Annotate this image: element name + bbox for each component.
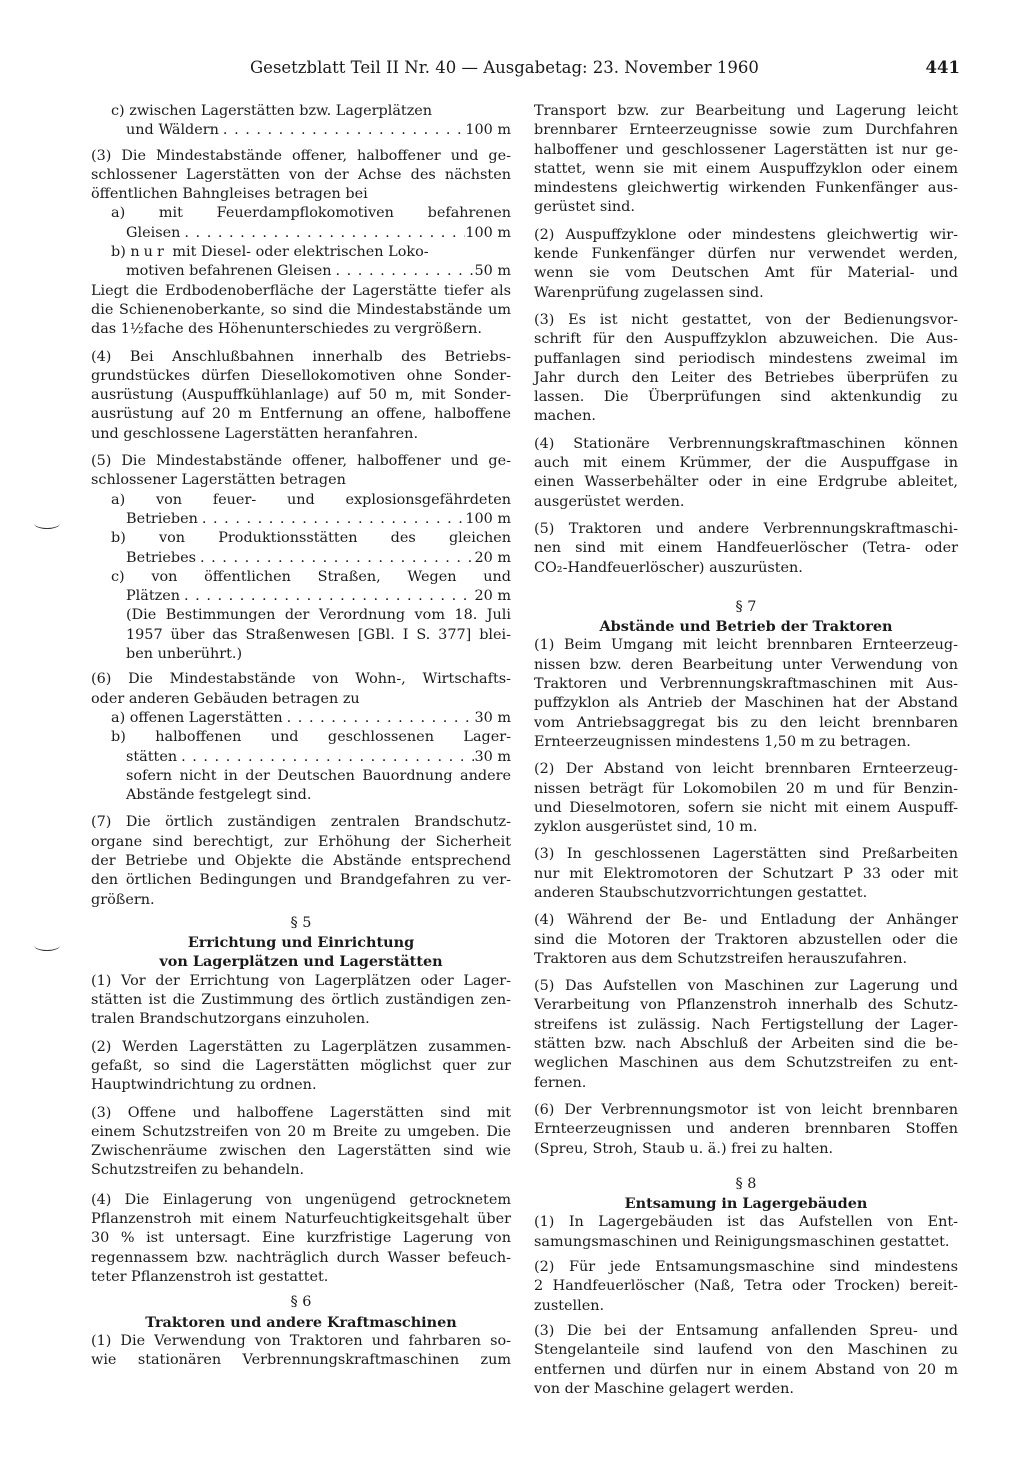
- text-line: nen sind mit einem Handfeuerlöscher (Tetra- oder: [534, 540, 958, 557]
- text-line: (4) Stationäre Verbrennungskraftmaschinen können: [534, 435, 958, 452]
- header-title: Gesetzblatt Teil II Nr. 40 — Ausgabetag: 23. November 1960: [250, 58, 759, 77]
- section-title: Traktoren und andere Kraftmaschinen: [145, 1313, 457, 1331]
- text-line: kende Funkenfänger dürfen nur verwendet werden,: [534, 246, 958, 263]
- text-line: organe sind berechtigt, zur Erhöhung der Sicherheit: [91, 833, 511, 850]
- text-line: nur mit Elektromotoren der Schutzart P 33 oder mit: [534, 865, 958, 882]
- text-line: 30 % ist untersagt. Eine kurzfristige Lagerung von: [91, 1230, 511, 1247]
- text-line: Traktoren aus dem Schutzstreifen herauszufahren.: [534, 950, 908, 967]
- distance-row: [91, 224, 511, 243]
- text-line: und Dieselmotoren, sofern sie nicht mit einem Auspuff-: [534, 799, 958, 816]
- text-line: c) zwischen Lagerstätten bzw. Lagerplätzen: [111, 103, 433, 119]
- distance-value: 20 m: [474, 549, 511, 566]
- text-line: und geschlossene Lagerstätten heranfahren.: [91, 425, 419, 442]
- text-line: Warenprüfung zugelassen sind.: [534, 284, 764, 301]
- distance-row: [91, 709, 511, 728]
- text-line: regennassem bzw. nachträglich durch Wasser befeuch-: [91, 1249, 511, 1266]
- text-line: größern.: [91, 891, 155, 908]
- distance-row: [91, 121, 511, 140]
- text-line: (1) Vor der Errichtung von Lagerplätzen oder Lager-: [91, 972, 511, 989]
- text-line: Zwischenräume zwischen den Lagerstätten sind wie: [91, 1143, 511, 1160]
- text-line: wie stationären Verbrennungskraftmaschinen zum: [91, 1352, 511, 1369]
- text-line: oder anderen Gebäuden betragen zu: [91, 690, 360, 707]
- distance-value: 30 m: [474, 709, 511, 726]
- distance-label: Gleisen: [126, 224, 181, 241]
- text-line: halboffener und geschlossener Lagerstätten ist nur ge-: [534, 141, 958, 158]
- text-line: zyklon ausgerüstet sind, 10 m.: [534, 819, 758, 836]
- text-line: vom Antriebsaggregat bis zu den leicht brennbaren: [534, 714, 958, 731]
- text-line: Traktoren und Verbrennungskraftmaschinen mit Aus-: [534, 676, 958, 693]
- text-line: b) von Produktionsstätten des gleichen: [111, 530, 511, 547]
- distance-row: [91, 748, 511, 767]
- text-line: Pflanzenstroh mit einem Naturfeuchtigkeitsgehalt über: [91, 1211, 511, 1228]
- text-line: schlossener Lagerstätten von der Achse des nächsten: [91, 166, 511, 183]
- section-number: § 6: [290, 1294, 312, 1311]
- text-line: (2) Werden Lagerstätten zu Lagerplätzen zusammen-: [91, 1038, 511, 1055]
- distance-row: [91, 549, 511, 568]
- text-line: (2) Für jede Entsamungsmaschine sind mindestens: [534, 1259, 958, 1276]
- text-line: a) von feuer- und explosionsgefährdeten: [111, 491, 511, 508]
- distance-value: 50 m: [474, 263, 511, 280]
- text-line: Abstände festgelegt sind.: [126, 787, 312, 804]
- text-line: tralen Brandschutzorgans einzuholen.: [91, 1011, 370, 1028]
- text-line: samungsmaschinen und Reinigungsmaschinen gestattet.: [534, 1233, 950, 1250]
- distance-value: 100 m: [465, 510, 511, 527]
- emphasis: nur: [130, 244, 168, 261]
- text: mit Diesel- oder elektrischen Loko-: [172, 244, 429, 261]
- text-line: Liegt die Erdbodenoberfläche der Lagerstätte tiefer als: [91, 282, 511, 299]
- text-line: b) halboffenen und geschlossenen Lager-: [111, 729, 511, 746]
- text-line: (3) Es ist nicht gestattet, von der Bedienungsvor-: [534, 311, 958, 328]
- text-line: CO₂-Handfeuerlöscher) auszurüsten.: [534, 559, 803, 576]
- text-line: [91, 243, 511, 262]
- text-line: (2) Der Abstand von leicht brennbaren Ernteerzeug-: [534, 761, 958, 778]
- section-number: § 5: [290, 914, 312, 931]
- text-line: lassen. Die Überprüfungen sind aktenkundig zu: [534, 389, 958, 406]
- margin-mark: [34, 940, 60, 951]
- text-line: puffanlagen sind periodisch mindestens zweimal im: [534, 350, 958, 367]
- text-line: Verarbeitung von Pflanzenstroh innerhalb des Schutz-: [534, 997, 958, 1014]
- text-line: c) von öffentlichen Straßen, Wegen und: [111, 568, 511, 585]
- text-line: (1) Beim Umgang mit leicht brennbaren Ernteerzeug-: [534, 637, 958, 654]
- text-line: schlossener Lagerstätten betragen: [91, 472, 346, 489]
- text-line: wenn sie vom Deutschen Amt für Material- und: [534, 265, 958, 282]
- text-line: 2 Handfeuerlöscher (Naß, Tetra oder Trocken) bereit-: [534, 1278, 958, 1295]
- text-line: einem Schutzstreifen von 20 m Breite zu umgeben. Die: [91, 1123, 511, 1140]
- text-line: gerüstet sind.: [534, 199, 635, 216]
- left-column: [91, 102, 511, 1370]
- text-line: stätten ist die Zustimmung des örtlich zuständigen zen-: [91, 992, 511, 1009]
- text-line: der Betriebe und Objekte die Abstände entsprechend: [91, 852, 511, 869]
- distance-value: 100 m: [465, 224, 511, 241]
- text-line: a) mit Feuerdampflokomotiven befahrenen: [111, 205, 511, 222]
- distance-label: motiven befahrenen Gleisen: [126, 263, 332, 280]
- item-letter: b): [111, 244, 126, 261]
- text-line: ausrüstung auf 20 m Entfernung an offene, halboffene: [91, 406, 511, 423]
- text-line: (4) Bei Anschlußbahnen innerhalb des Betriebs-: [91, 348, 511, 365]
- text-line: das 1½fache des Höhenunterschiedes zu vergrößern.: [91, 321, 482, 338]
- section-title: Entsamung in Lagergebäuden: [624, 1195, 868, 1213]
- text-line: fernen.: [534, 1074, 587, 1091]
- text-line: Ernteerzeugnissen mindestens 1,50 m zu betragen.: [534, 733, 911, 750]
- distance-label: und Wäldern: [126, 122, 219, 139]
- text-line: (3) Offene und halboffene Lagerstätten sind mit: [91, 1104, 511, 1121]
- text-line: ben unberührt.): [126, 646, 243, 663]
- text-line: machen.: [534, 408, 596, 425]
- distance-row: [91, 262, 511, 281]
- distance-label: Betrieben: [126, 510, 198, 527]
- text-line: einen Wasserbehälter oder in eine Erdgrube ableitet,: [534, 474, 958, 491]
- text-line: (Die Bestimmungen der Verordnung vom 18. Juli: [126, 607, 511, 624]
- distance-label: stätten: [126, 748, 178, 765]
- distance-value: 100 m: [465, 122, 511, 139]
- margin-mark: [34, 518, 60, 529]
- text-line: nissen bzw. deren Bearbeitung unter Verwendung von: [534, 656, 958, 673]
- text-line: (3) Die bei der Entsamung anfallenden Spreu- und: [534, 1322, 958, 1339]
- distance-row: [91, 587, 511, 606]
- text-line: (5) Die Mindestabstände offener, halboffener und ge-: [91, 453, 511, 470]
- text-line: Schutzstreifen zu behandeln.: [91, 1162, 305, 1179]
- distance-label: Betriebes: [126, 549, 196, 566]
- text-line: gefaßt, so sind die Lagerstätten möglichst quer zur: [91, 1057, 511, 1074]
- text-line: (4) Die Einlagerung von ungenügend getrocknetem: [91, 1191, 511, 1208]
- text-line: schrift für den Auspuffzyklon abzuweichen. Die Aus-: [534, 331, 958, 348]
- text-line: (2) Auspuffzyklone oder mindestens gleichwertig wir-: [534, 226, 958, 243]
- section-title: von Lagerplätzen und Lagerstätten: [159, 953, 443, 971]
- text-line: puffzyklon als Antrieb der Maschinen hat der Abstand: [534, 695, 958, 712]
- text-line: (7) Die örtlich zuständigen zentralen Brandschutz-: [91, 814, 511, 831]
- text-line: (5) Das Aufstellen von Maschinen zur Lagerung und: [534, 978, 958, 995]
- text-line: brennbarer Ernteerzeugnisse sowie zum Durchfahren: [534, 122, 958, 139]
- text-line: auch mit einem Krümmer, der die Auspuffgase in: [534, 455, 958, 472]
- text-line: 1957 über das Straßenwesen [GBl. I S. 377] blei-: [126, 626, 511, 643]
- text-line: (5) Traktoren und andere Verbrennungskraftmaschi-: [534, 520, 958, 537]
- text-line: anderen Staubschutzvorrichtungen gestattet.: [534, 884, 868, 901]
- text-line: von der Maschine gelagert werden.: [534, 1380, 794, 1397]
- text-line: nissen beträgt für Lokomobilen 20 m und für Benzin-: [534, 780, 958, 797]
- text-line: (1) In Lagergebäuden ist das Aufstellen von Ent-: [534, 1214, 958, 1231]
- section-number: § 8: [735, 1175, 757, 1192]
- distance-value: 30 m: [474, 748, 511, 765]
- distance-label: a) offenen Lagerstätten: [111, 709, 283, 726]
- text-line: stätten bzw. nach Abschluß der Arbeiten sind die be-: [534, 1036, 958, 1053]
- section-title: Errichtung und Einrichtung: [187, 934, 415, 952]
- text-line: (3) In geschlossenen Lagerstätten sind Preßarbeiten: [534, 846, 958, 863]
- text-line: zustellen.: [534, 1297, 605, 1314]
- distance-value: 20 m: [474, 588, 511, 605]
- text-line: streifens ist zulässig. Nach Fertigstellung der Lager-: [534, 1016, 958, 1033]
- text-line: (1) Die Verwendung von Traktoren und fahrbaren so-: [91, 1332, 511, 1349]
- text-line: Ernteerzeugnissen und anderen brennbaren Stoffen: [534, 1121, 958, 1138]
- text-line: sofern nicht in der Deutschen Bauordnung andere: [126, 767, 511, 784]
- text-line: öffentlichen Bahngleises betragen bei: [91, 186, 368, 203]
- text-line: ausrüstung (Auspuffkühlanlage) auf 50 m, mit Sonder-: [91, 387, 511, 404]
- text-line: sind die Motoren der Traktoren abzustellen oder die: [534, 931, 958, 948]
- page-header: [100, 58, 960, 84]
- distance-row: [91, 510, 511, 529]
- text-line: ausgerüstet werden.: [534, 493, 685, 510]
- right-column: [534, 102, 958, 1399]
- text-line: stattet, wenn sie mit einem Auspuffzyklon oder einem: [534, 160, 958, 177]
- text-line: Transport bzw. zur Bearbeitung und Lagerung leicht: [534, 103, 958, 119]
- section-number: § 7: [735, 598, 757, 615]
- text-line: weglichen Maschinen aus dem Schutzstreifen zu ent-: [534, 1055, 958, 1072]
- text-line: die Schienenoberkante, so sind die Mindestabstände um: [91, 301, 511, 318]
- text-line: den örtlichen Bedingungen und Brandgefahren zu ver-: [91, 872, 511, 889]
- text-line: Hauptwindrichtung zu ordnen.: [91, 1077, 317, 1094]
- text-line: (6) Die Mindestabstände von Wohn-, Wirtschafts-: [91, 671, 511, 688]
- page-number: 441: [925, 58, 960, 77]
- text-line: (3) Die Mindestabstände offener, halboffener und ge-: [91, 147, 511, 164]
- text-line: entfernen und dürfen nur in einem Abstand von 20 m: [534, 1361, 958, 1378]
- distance-label: Plätzen: [126, 588, 181, 605]
- text-line: Stengelanteile sind laufend von den Maschinen zu: [534, 1342, 958, 1359]
- text-line: (Spreu, Stroh, Staub u. ä.) frei zu halten.: [534, 1140, 834, 1157]
- text-line: (6) Der Verbrennungsmotor ist von leicht brennbaren: [534, 1101, 958, 1118]
- text-line: grundstückes dürfen Diesellokomotiven ohne Sonder-: [91, 367, 511, 384]
- text-line: mindestens gleichwertig wirkenden Funkenfänger aus-: [534, 180, 958, 197]
- text-line: (4) Während der Be- und Entladung der Anhänger: [534, 912, 958, 929]
- section-title: Abstände und Betrieb der Traktoren: [599, 618, 893, 636]
- text-line: teter Pflanzenstroh ist gestattet.: [91, 1268, 329, 1285]
- text-line: Jahr durch den Leiter des Betriebes überprüfen zu: [534, 369, 958, 386]
